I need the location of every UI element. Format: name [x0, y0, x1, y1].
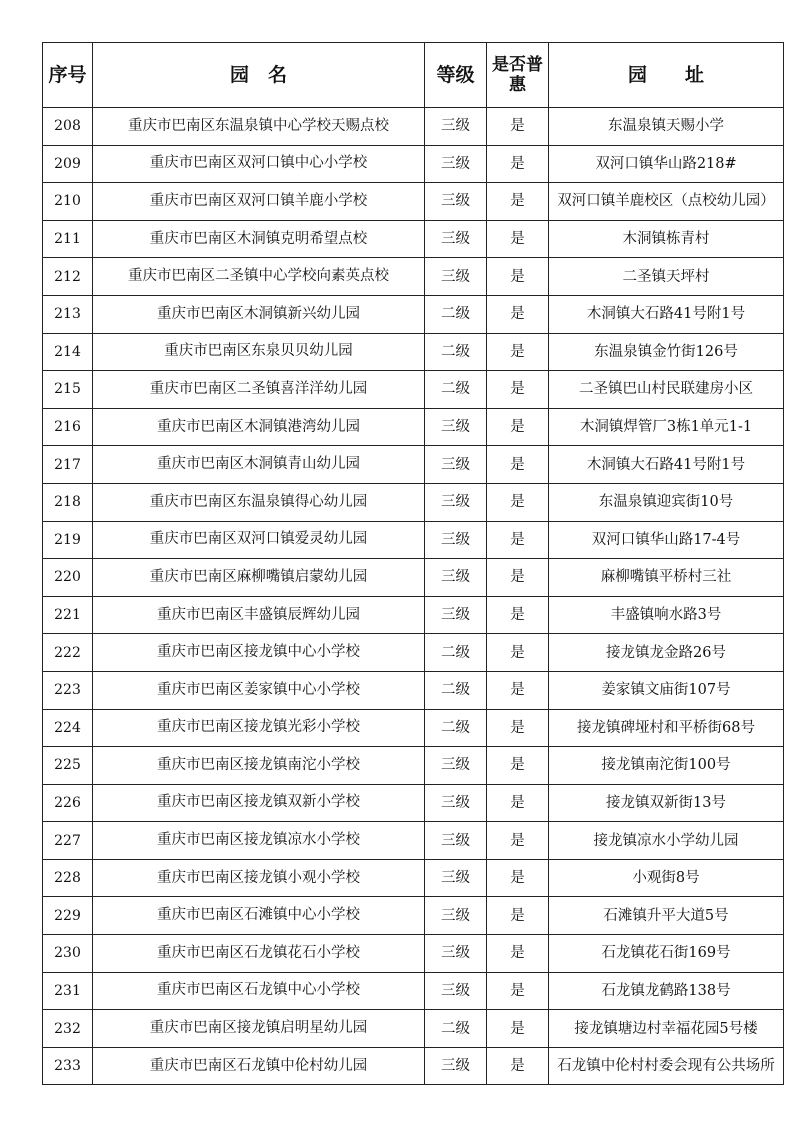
row-name: 重庆市巴南区接龙镇凉水小学校	[93, 822, 425, 860]
row-name: 重庆市巴南区二圣镇喜洋洋幼儿园	[93, 371, 425, 409]
table-row	[43, 371, 784, 409]
row-name: 重庆市巴南区麻柳嘴镇启蒙幼儿园	[93, 559, 425, 597]
row-grade: 三级	[425, 784, 487, 822]
row-number: 219	[43, 521, 93, 559]
row-inclusive: 是	[487, 1047, 549, 1085]
table-row	[43, 972, 784, 1010]
row-grade: 三级	[425, 822, 487, 860]
row-name: 重庆市巴南区姜家镇中心小学校	[93, 671, 425, 709]
row-grade: 三级	[425, 972, 487, 1010]
row-number: 224	[43, 709, 93, 747]
row-number: 228	[43, 859, 93, 897]
table-row	[43, 596, 784, 634]
row-inclusive: 是	[487, 784, 549, 822]
row-address: 东温泉镇金竹街126号	[549, 333, 784, 371]
row-number: 212	[43, 258, 93, 296]
row-address: 木洞镇栋青村	[549, 220, 784, 258]
row-name: 重庆市巴南区木洞镇新兴幼儿园	[93, 295, 425, 333]
row-number: 213	[43, 295, 93, 333]
row-address: 木洞镇大石路41号附1号	[549, 295, 784, 333]
row-number: 230	[43, 935, 93, 973]
table-row	[43, 747, 784, 785]
row-name: 重庆市巴南区木洞镇青山幼儿园	[93, 446, 425, 484]
row-name: 重庆市巴南区木洞镇港湾幼儿园	[93, 408, 425, 446]
table-row	[43, 258, 784, 296]
row-grade: 三级	[425, 559, 487, 597]
row-number: 217	[43, 446, 93, 484]
table-row	[43, 295, 784, 333]
table-row	[43, 559, 784, 597]
table-row	[43, 183, 784, 221]
row-address: 木洞镇焊管厂3栋1单元1-1	[549, 408, 784, 446]
header-grade: 等级	[425, 43, 487, 108]
row-name: 重庆市巴南区石龙镇花石小学校	[93, 935, 425, 973]
row-address: 双河口镇羊鹿校区（点校幼儿园）	[549, 183, 784, 221]
row-inclusive: 是	[487, 483, 549, 521]
row-address: 东温泉镇迎宾街10号	[549, 483, 784, 521]
header-no: 序号	[43, 43, 93, 108]
row-grade: 二级	[425, 371, 487, 409]
table-row	[43, 483, 784, 521]
row-number: 232	[43, 1010, 93, 1048]
table-row	[43, 634, 784, 672]
kindergarten-table	[42, 42, 784, 1085]
row-number: 210	[43, 183, 93, 221]
row-grade: 三级	[425, 521, 487, 559]
table-row	[43, 408, 784, 446]
row-number: 215	[43, 371, 93, 409]
table-row	[43, 108, 784, 146]
row-inclusive: 是	[487, 559, 549, 597]
row-address: 接龙镇凉水小学幼儿园	[549, 822, 784, 860]
row-number: 221	[43, 596, 93, 634]
header-name: 园 名	[93, 43, 425, 108]
row-name: 重庆市巴南区双河口镇爱灵幼儿园	[93, 521, 425, 559]
row-number: 225	[43, 747, 93, 785]
row-grade: 三级	[425, 483, 487, 521]
table-row	[43, 859, 784, 897]
row-address: 双河口镇华山路218#	[549, 145, 784, 183]
row-number: 223	[43, 671, 93, 709]
row-number: 218	[43, 483, 93, 521]
row-inclusive: 是	[487, 972, 549, 1010]
row-name: 重庆市巴南区接龙镇光彩小学校	[93, 709, 425, 747]
row-grade: 三级	[425, 446, 487, 484]
row-address: 接龙镇碑垭村和平桥街68号	[549, 709, 784, 747]
table-row	[43, 671, 784, 709]
row-inclusive: 是	[487, 446, 549, 484]
row-inclusive: 是	[487, 634, 549, 672]
row-address: 二圣镇巴山村民联建房小区	[549, 371, 784, 409]
table-row	[43, 521, 784, 559]
row-inclusive: 是	[487, 258, 549, 296]
row-inclusive: 是	[487, 822, 549, 860]
row-number: 227	[43, 822, 93, 860]
table-row	[43, 333, 784, 371]
header-row	[43, 43, 784, 108]
row-inclusive: 是	[487, 671, 549, 709]
row-number: 209	[43, 145, 93, 183]
row-address: 东温泉镇天赐小学	[549, 108, 784, 146]
row-grade: 三级	[425, 935, 487, 973]
row-address: 二圣镇天坪村	[549, 258, 784, 296]
row-inclusive: 是	[487, 1010, 549, 1048]
row-address: 石龙镇花石街169号	[549, 935, 784, 973]
table-body	[43, 108, 784, 1085]
row-inclusive: 是	[487, 935, 549, 973]
row-name: 重庆市巴南区接龙镇中心小学校	[93, 634, 425, 672]
row-inclusive: 是	[487, 333, 549, 371]
row-grade: 三级	[425, 258, 487, 296]
table-row	[43, 822, 784, 860]
row-address: 接龙镇塘边村幸福花园5号楼	[549, 1010, 784, 1048]
row-address: 石龙镇龙鹤路138号	[549, 972, 784, 1010]
row-inclusive: 是	[487, 747, 549, 785]
row-grade: 二级	[425, 709, 487, 747]
row-grade: 二级	[425, 634, 487, 672]
header-inclusive: 是否普惠	[487, 43, 549, 108]
table-row	[43, 145, 784, 183]
row-grade: 三级	[425, 859, 487, 897]
row-address: 接龙镇龙金路26号	[549, 634, 784, 672]
row-inclusive: 是	[487, 897, 549, 935]
row-grade: 三级	[425, 145, 487, 183]
row-inclusive: 是	[487, 220, 549, 258]
row-number: 208	[43, 108, 93, 146]
row-number: 226	[43, 784, 93, 822]
row-name: 重庆市巴南区木洞镇克明希望点校	[93, 220, 425, 258]
row-address: 姜家镇文庙街107号	[549, 671, 784, 709]
row-address: 接龙镇南沱街100号	[549, 747, 784, 785]
row-inclusive: 是	[487, 295, 549, 333]
table-row	[43, 897, 784, 935]
row-inclusive: 是	[487, 596, 549, 634]
row-number: 214	[43, 333, 93, 371]
row-number: 216	[43, 408, 93, 446]
row-address: 石龙镇中伦村村委会现有公共场所	[549, 1047, 784, 1085]
row-grade: 二级	[425, 295, 487, 333]
table-row	[43, 709, 784, 747]
row-grade: 二级	[425, 1010, 487, 1048]
table-row	[43, 446, 784, 484]
row-address: 麻柳嘴镇平桥村三社	[549, 559, 784, 597]
row-address: 木洞镇大石路41号附1号	[549, 446, 784, 484]
row-grade: 三级	[425, 897, 487, 935]
row-grade: 三级	[425, 596, 487, 634]
row-inclusive: 是	[487, 371, 549, 409]
row-name: 重庆市巴南区二圣镇中心学校向素英点校	[93, 258, 425, 296]
row-name: 重庆市巴南区接龙镇启明星幼儿园	[93, 1010, 425, 1048]
row-address: 小观街8号	[549, 859, 784, 897]
row-inclusive: 是	[487, 709, 549, 747]
row-inclusive: 是	[487, 521, 549, 559]
row-number: 229	[43, 897, 93, 935]
row-inclusive: 是	[487, 859, 549, 897]
row-name: 重庆市巴南区接龙镇双新小学校	[93, 784, 425, 822]
table-row	[43, 1010, 784, 1048]
row-grade: 二级	[425, 671, 487, 709]
row-number: 222	[43, 634, 93, 672]
row-name: 重庆市巴南区丰盛镇辰辉幼儿园	[93, 596, 425, 634]
row-inclusive: 是	[487, 408, 549, 446]
row-address: 丰盛镇响水路3号	[549, 596, 784, 634]
row-address: 双河口镇华山路17-4号	[549, 521, 784, 559]
row-grade: 三级	[425, 108, 487, 146]
table-row	[43, 220, 784, 258]
row-number: 211	[43, 220, 93, 258]
row-grade: 三级	[425, 220, 487, 258]
row-address: 石滩镇升平大道5号	[549, 897, 784, 935]
row-name: 重庆市巴南区接龙镇小观小学校	[93, 859, 425, 897]
row-grade: 二级	[425, 333, 487, 371]
row-name: 重庆市巴南区石滩镇中心小学校	[93, 897, 425, 935]
row-inclusive: 是	[487, 108, 549, 146]
row-name: 重庆市巴南区东温泉镇中心学校天赐点校	[93, 108, 425, 146]
row-grade: 三级	[425, 408, 487, 446]
row-name: 重庆市巴南区东泉贝贝幼儿园	[93, 333, 425, 371]
row-name: 重庆市巴南区东温泉镇得心幼儿园	[93, 483, 425, 521]
row-grade: 三级	[425, 1047, 487, 1085]
row-name: 重庆市巴南区石龙镇中心小学校	[93, 972, 425, 1010]
row-address: 接龙镇双新街13号	[549, 784, 784, 822]
row-name: 重庆市巴南区双河口镇中心小学校	[93, 145, 425, 183]
row-inclusive: 是	[487, 183, 549, 221]
table-row	[43, 1047, 784, 1085]
header-address: 园 址	[549, 43, 784, 108]
row-inclusive: 是	[487, 145, 549, 183]
row-name: 重庆市巴南区接龙镇南沱小学校	[93, 747, 425, 785]
row-grade: 三级	[425, 747, 487, 785]
row-number: 220	[43, 559, 93, 597]
row-number: 231	[43, 972, 93, 1010]
row-grade: 三级	[425, 183, 487, 221]
table-row	[43, 784, 784, 822]
row-number: 233	[43, 1047, 93, 1085]
row-name: 重庆市巴南区双河口镇羊鹿小学校	[93, 183, 425, 221]
row-name: 重庆市巴南区石龙镇中伦村幼儿园	[93, 1047, 425, 1085]
table-row	[43, 935, 784, 973]
